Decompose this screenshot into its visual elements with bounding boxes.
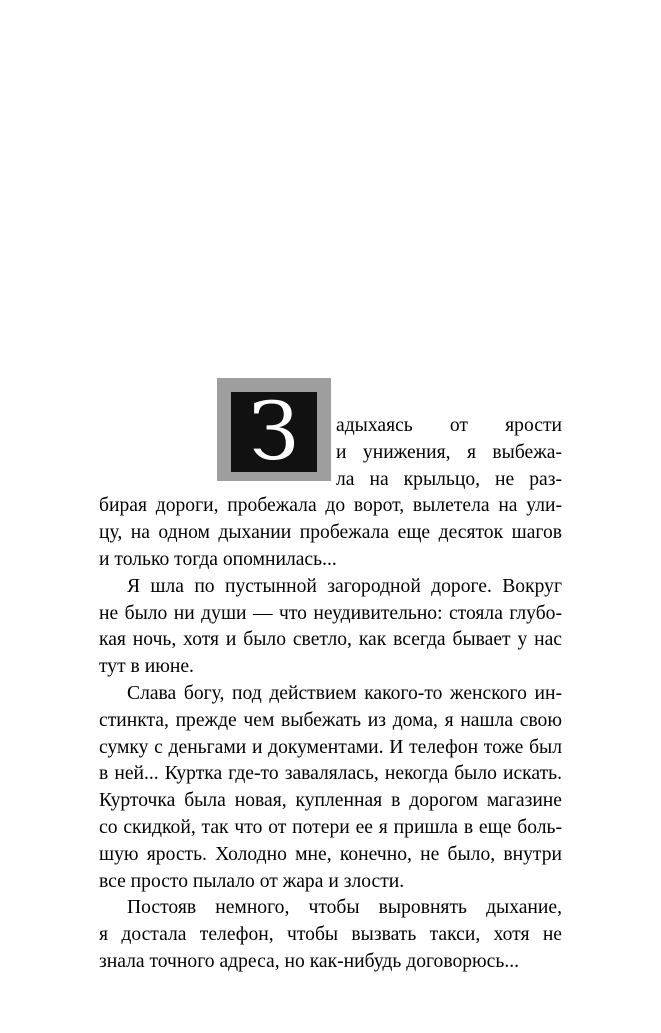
text-line: со скидкой, так что от потери ее я пришла в еще боль- — [99, 816, 562, 838]
text-line: бирая дороги, пробежала до ворот, вылетела на ули- — [99, 495, 562, 517]
text-line: я достала телефон, чтобы вызвать такси, хотя не — [99, 924, 562, 946]
text-line: Курточка была новая, купленная в дорогом магазине — [99, 790, 562, 812]
text-line: все просто пылало от жара и злости. — [99, 870, 405, 892]
body-text — [99, 413, 562, 976]
text-line: ла на крыльцо, не раз- — [336, 468, 562, 490]
text-line: Постояв немного, чтобы выровнять дыхание, — [127, 897, 562, 919]
paragraph — [99, 681, 562, 895]
text-line: шую ярость. Холодно мне, конечно, не было, внутри — [99, 843, 562, 865]
text-line: тут в июне. — [99, 656, 194, 678]
text-line: кая ночь, хотя и было светло, как всегда бывает у нас — [99, 629, 562, 651]
paragraph — [99, 574, 562, 681]
drop-cap-letter: З — [249, 385, 299, 478]
text-line: и унижения, я выбежа- — [336, 441, 562, 463]
text-line: стинкта, прежде чем выбежать из дома, я нашла свою — [99, 709, 562, 731]
paragraph — [99, 413, 562, 574]
text-line: сумку с деньгами и документами. И телефон тоже был — [99, 736, 562, 758]
text-line: цу, на одном дыхании пробежала еще десяток шагов — [99, 522, 562, 544]
text-line: в ней... Куртка где-то завалялась, некогда было искать. — [99, 763, 562, 785]
text-line: Я шла по пустынной загородной дороге. Вокруг — [127, 575, 562, 597]
text-line: знала точного адреса, но как-нибудь договорюсь... — [99, 950, 520, 972]
text-line: и только тогда опомнилась... — [99, 548, 337, 570]
text-line: Слава богу, под действием какого-то женского ин- — [127, 682, 562, 704]
text-line: не было ни души — что неудивительно: стояла глубо- — [99, 602, 562, 624]
paragraph — [99, 895, 562, 975]
text-line: адыхаясь от ярости — [336, 415, 562, 436]
